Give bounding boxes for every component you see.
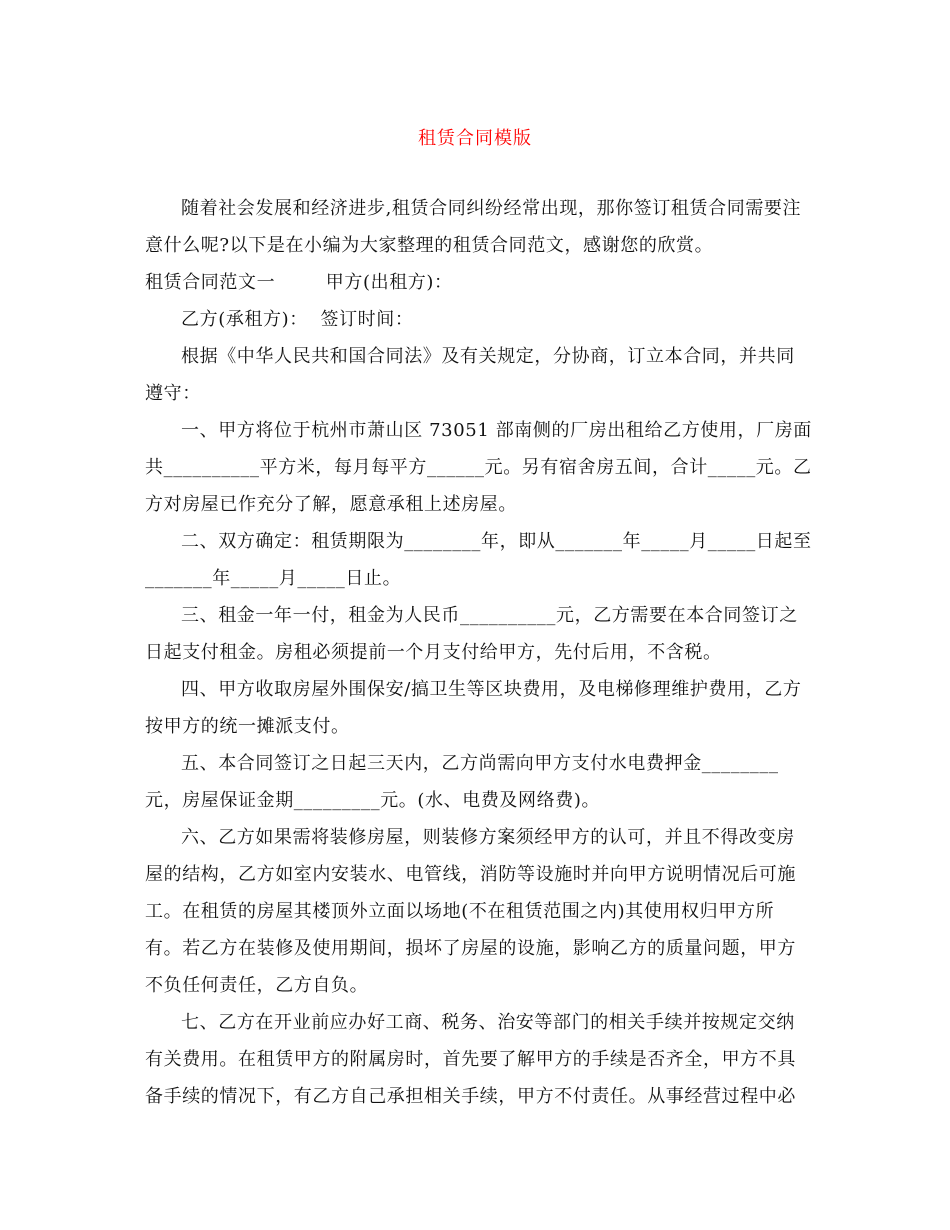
text-line: 元，房屋保证金期_________元。(水、电费及网络费)。 (145, 790, 601, 811)
document-body (145, 190, 810, 1115)
text-line: 四、甲方收取房屋外围保安/搞卫生等区块费用，及电梯修理维护费用，乙方 (181, 679, 802, 700)
text-line: 七、乙方在开业前应办好工商、税务、治安等部门的相关手续并按规定交纳 (181, 1012, 795, 1033)
document-title: 租赁合同模版 (418, 128, 532, 149)
text-line: 屋的结构，乙方如室内安装水、电管线，消防等设施时并向甲方说明情况后可施 (145, 864, 796, 885)
text-line: 随着社会发展和经济进步,租赁合同纠纷经常出现，那你签订租赁合同需要注 (181, 198, 802, 219)
text-line: 五、本合同签订之日起三天内，乙方尚需向甲方支付水电费押金________ (181, 753, 779, 774)
text-line: 不负任何责任，乙方自负。 (145, 975, 369, 996)
text-line: 一、甲方将位于杭州市萧山区 73051 部南侧的厂房出租给乙方使用，厂房面 (181, 420, 812, 441)
text-line: 备手续的情况下，有乙方自己承担相关手续，甲方不付责任。从事经营过程中必 (145, 1086, 796, 1107)
text-line: 工。在租赁的房屋其楼顶外立面以场地(不在租赁范围之内)其使用权归甲方所 (145, 901, 775, 922)
text-line: 共__________平方米，每月每平方______元。另有宿舍房五间，合计_____元。乙 (145, 457, 812, 478)
text-line: 按甲方的统一摊派支付。 (145, 716, 350, 737)
text-line: 遵守： (145, 383, 201, 404)
text-line: 有。若乙方在装修及使用期间，损坏了房屋的设施，影响乙方的质量问题，甲方 (145, 938, 796, 959)
text-line: 三、租金一年一付，租金为人民币__________元，乙方需要在本合同签订之 (181, 605, 798, 626)
text-line: 有关费用。在租赁甲方的附属房时，首先要了解甲方的手续是否齐全，甲方不具 (145, 1049, 796, 1070)
text-line: 六、乙方如果需将装修房屋，则装修方案须经甲方的认可，并且不得改变房 (181, 827, 795, 848)
text-line: 方对房屋已作充分了解，愿意承租上述房屋。 (145, 494, 517, 515)
text-line: 租赁合同范文一 甲方(出租方)： (145, 272, 453, 293)
text-line: 意什么呢?以下是在小编为大家整理的租赁合同范文，感谢您的欣赏。 (145, 235, 714, 256)
text-line: 乙方(承租方)： 签订时间： (181, 309, 414, 330)
text-line: 日起支付租金。房租必须提前一个月支付给甲方，先付后用，不含税。 (145, 642, 722, 663)
text-line: 二、双方确定：租赁期限为________年，即从_______年_____月_____日起至 (181, 531, 812, 552)
text-line: _______年_____月_____日止。 (145, 568, 402, 589)
text-line: 根据《中华人民共和国合同法》及有关规定，分协商，订立本合同，并共同 (181, 346, 795, 367)
